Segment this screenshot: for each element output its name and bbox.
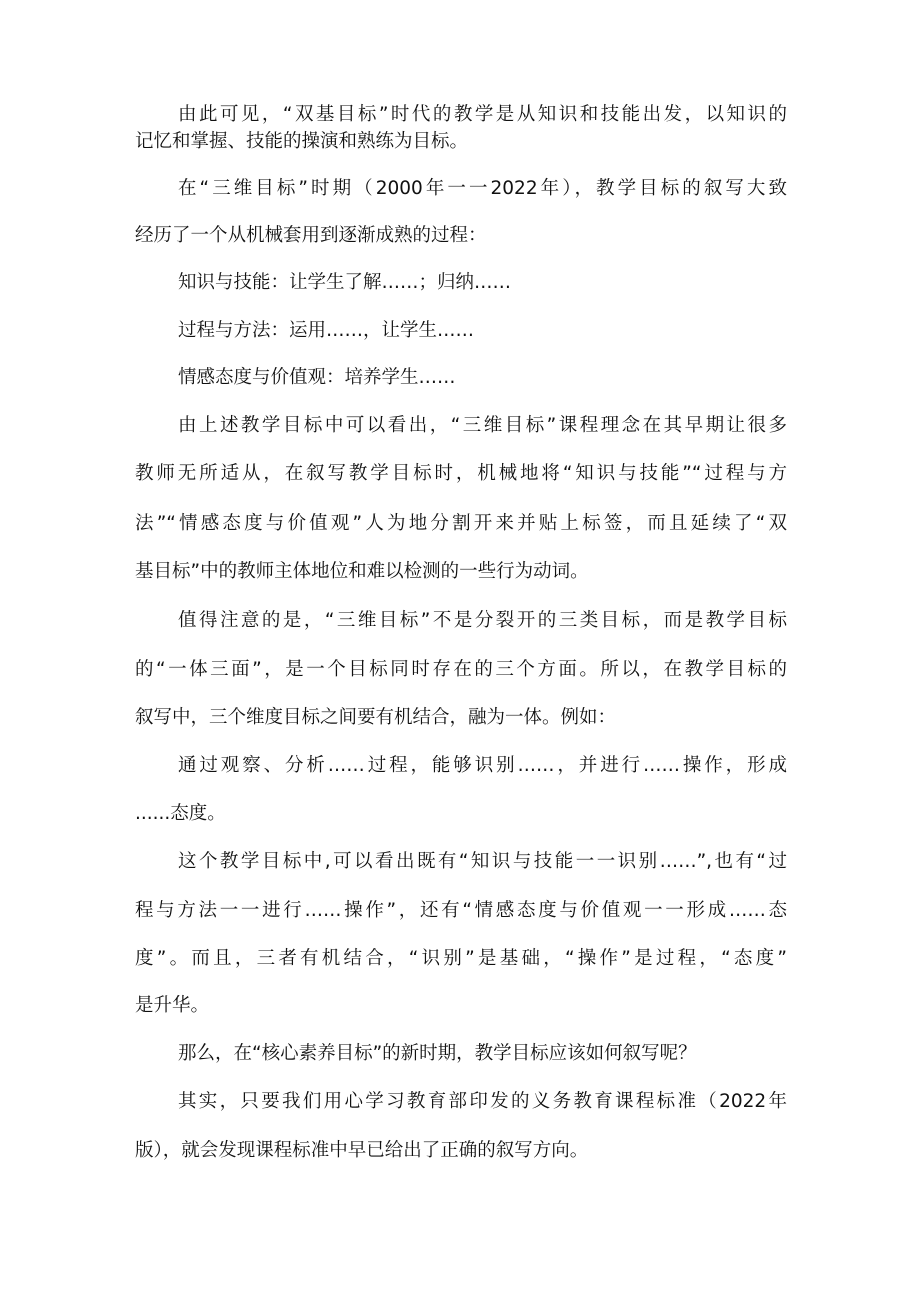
text-line: 度”。而且，三者有机结合，“识别”是基础，“操作”是过程，“态度” [135,948,787,969]
text-line: 教师无所适从，在叙写教学目标时，机械地将“知识与技能”“过程与方 [135,463,787,484]
text-line: 程与方法一一进行……操作”，还有“情感态度与价值观一一形成……态 [135,900,787,921]
text-line: 通过观察、分析……过程，能够识别……，并进行……操作，形成 [178,755,787,776]
text-line: 由此可见，“双基目标”时代的教学是从知识和技能出发，以知识的 [178,104,787,125]
text-line: ......态度。 [135,803,226,824]
text-line: 版），就会发现课程标准中早已给出了正确的叙写方向。 [135,1140,589,1161]
text-line: 法”“情感态度与价值观”人为地分割开来并贴上标签，而且延续了“双 [135,513,787,534]
text-line: 经历了一个从机械套用到逐渐成熟的过程： [135,225,487,246]
text-line: 是升华。 [135,995,210,1016]
text-line: 那么，在“核心素养目标”的新时期，教学目标应该如何叙写呢？ [178,1043,697,1064]
text-line: 过程与方法：运用……，让学生…… [178,320,475,341]
text-line: 的“一体三面”，是一个目标同时存在的三个方面。所以，在教学目标的 [135,659,787,680]
text-line: 在“三维目标”时期（2000年一一2022年），教学目标的叙写大致 [178,178,787,199]
text-line: 知识与技能：让学生了解……；归纳…… [178,272,512,293]
text-line: 这个教学目标中,可以看出既有“知识与技能一一识别……”,也有“过 [178,851,787,872]
text-line: 由上述教学目标中可以看出，“三维目标”课程理念在其早期让很多 [178,415,787,436]
text-line: 记忆和掌握、技能的操演和熟练为目标。 [135,131,469,152]
text-line: 叙写中，三个维度目标之间要有机结合，融为一体。例如： [135,707,617,728]
text-line: 基目标”中的教师主体地位和难以检测的一些行为动词。 [135,561,589,582]
text-line: 情感态度与价值观：培养学生…… [178,367,456,388]
text-line: 其实，只要我们用心学习教育部印发的义务教育课程标准（2022年 [178,1091,787,1112]
text-line: 值得注意的是，“三维目标”不是分裂开的三类目标，而是教学目标 [178,610,787,631]
